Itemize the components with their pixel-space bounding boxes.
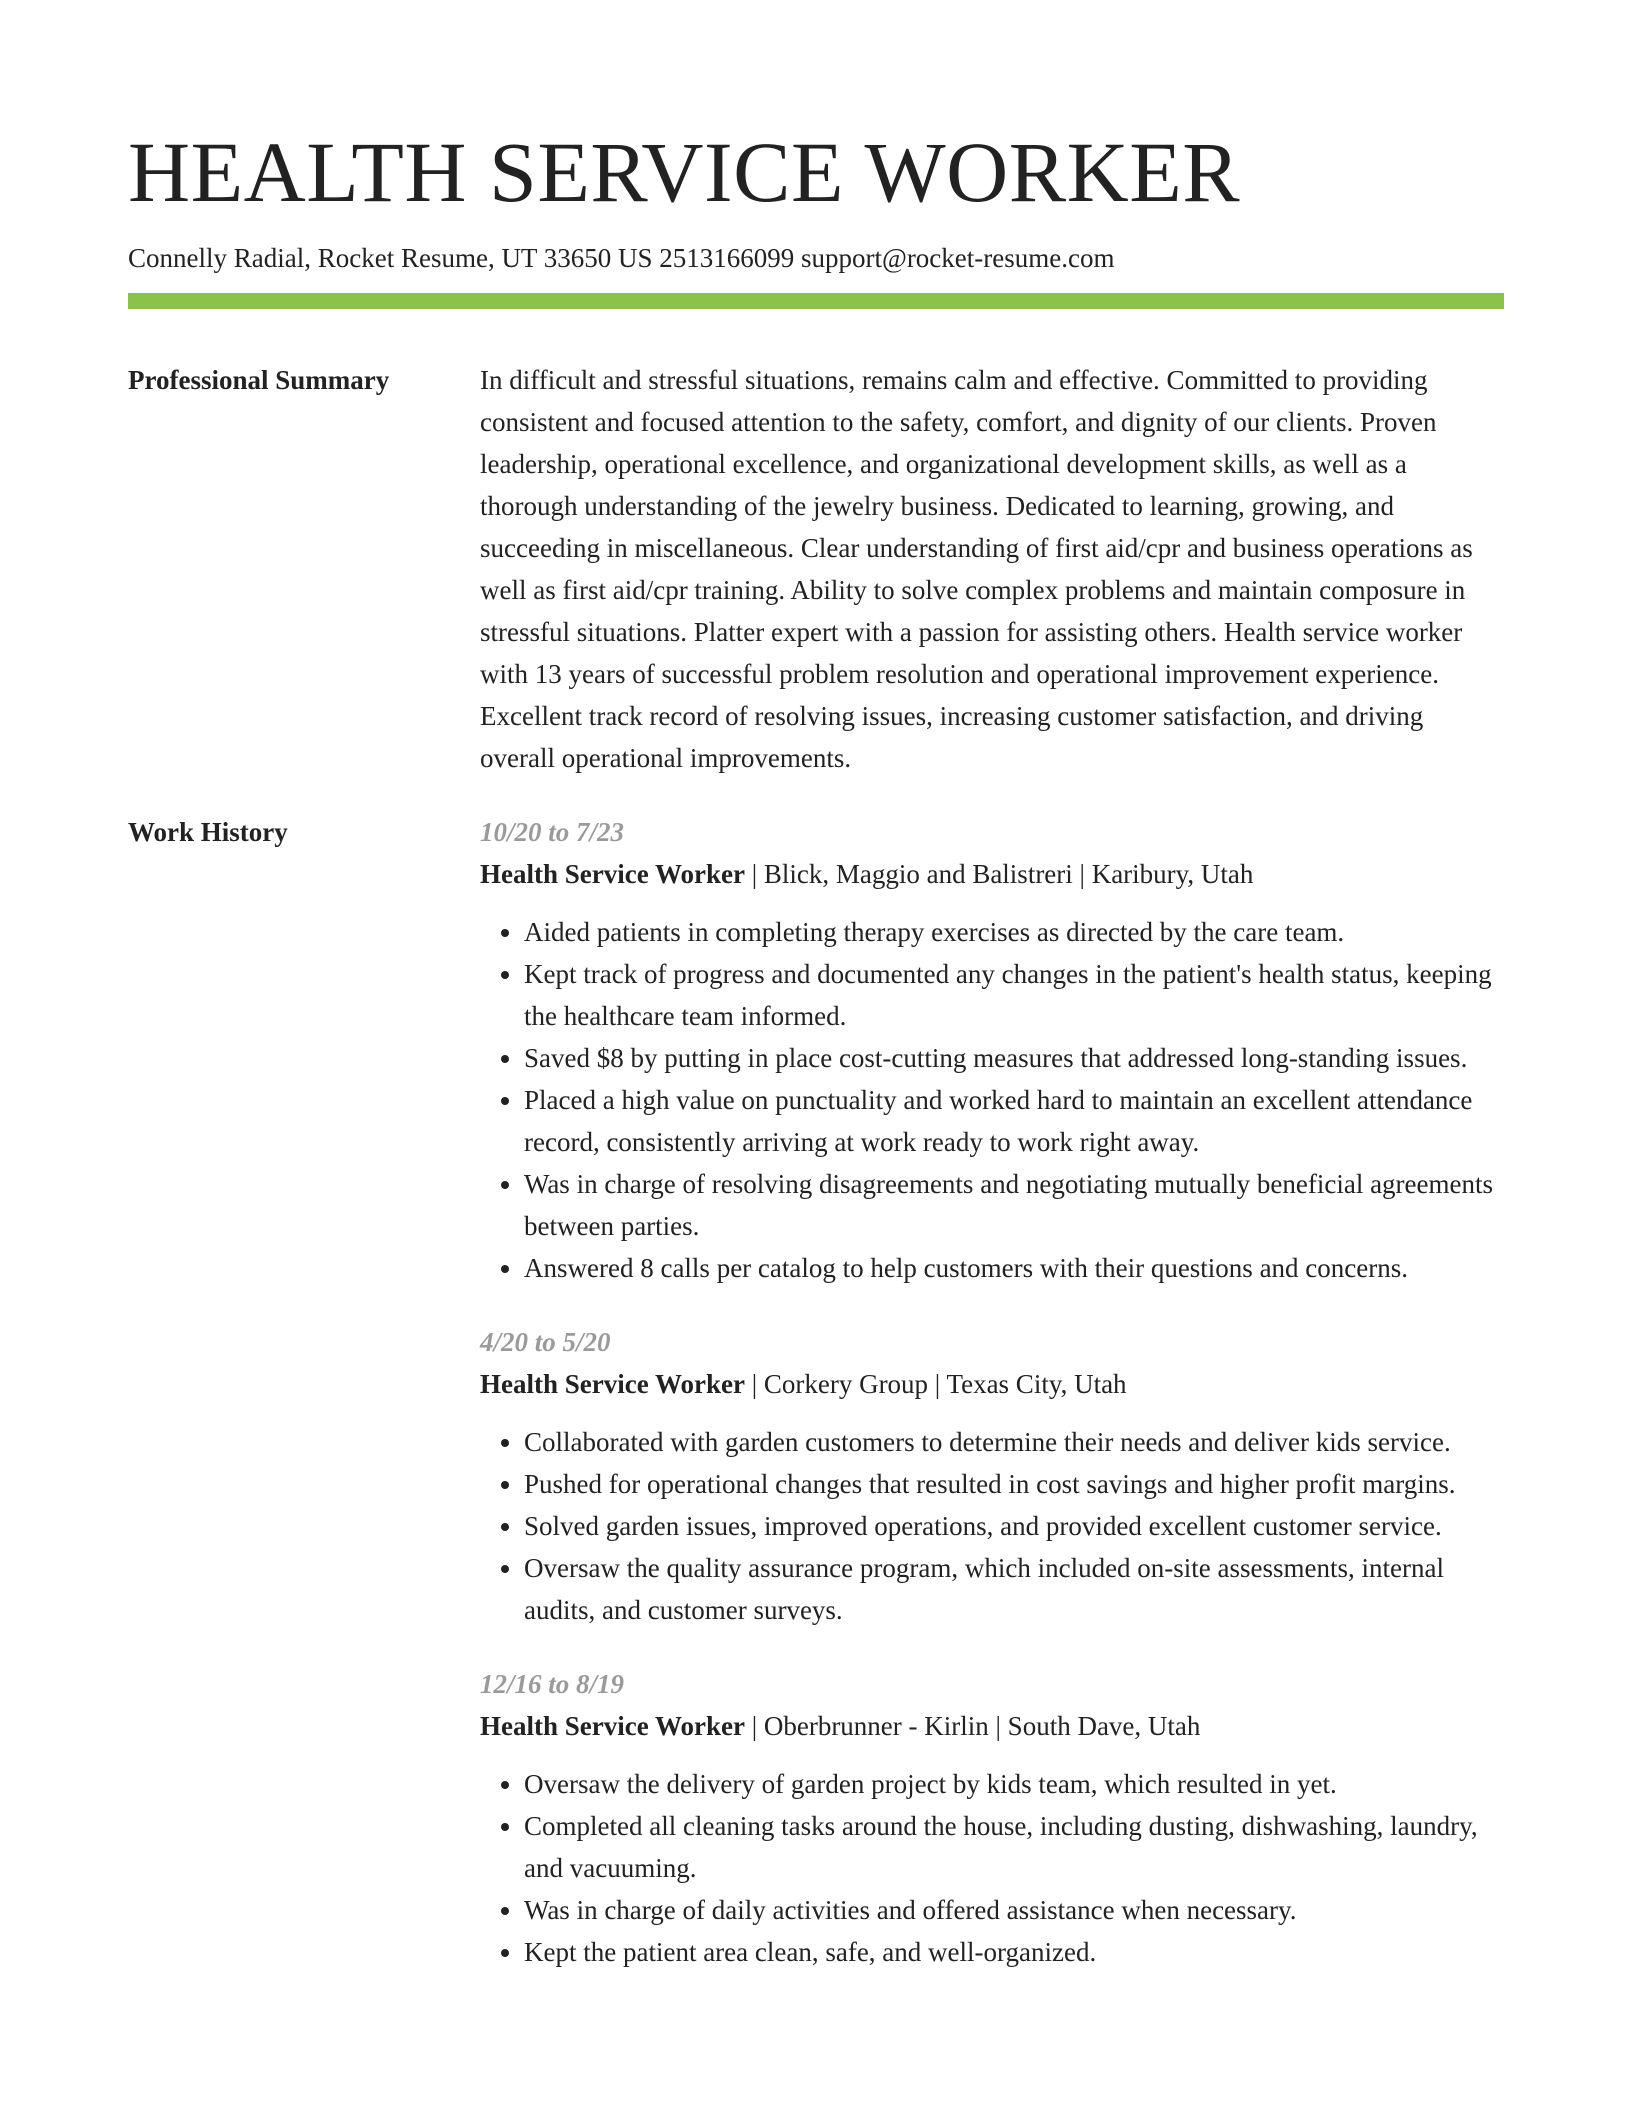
job-heading	[480, 853, 1504, 895]
summary-body	[480, 359, 1504, 779]
work-history-body	[480, 811, 1504, 2005]
job-bullet: • Was in charge of resolving disagreements and negotiating mutually beneficial agreements between parties.	[524, 1163, 1504, 1247]
job-entry	[480, 1321, 1504, 1631]
contact-info: Connelly Radial, Rocket Resume, UT 33650 US 2513166099 support@rocket-resume.com	[128, 243, 1115, 273]
job-bullet: • Placed a high value on punctuality and worked hard to maintain an excellent attendance record, consistently arriving at work ready to work right away.	[524, 1079, 1504, 1163]
job-title: Health Service Worker	[480, 859, 745, 889]
job-bullet: • Kept the patient area clean, safe, and well-organized.	[524, 1931, 1504, 1973]
job-bullet: • Answered 8 calls per catalog to help customers with their questions and concerns.	[524, 1247, 1504, 1289]
job-bullet: • Oversaw the delivery of garden project by kids team, which resulted in yet.	[524, 1763, 1504, 1805]
job-heading	[480, 1705, 1504, 1747]
resume-name: HEALTH SERVICE WORKER	[128, 124, 1241, 220]
job-bullet: • Completed all cleaning tasks around the house, including dusting, dishwashing, laundry, and vacuuming.	[524, 1805, 1504, 1889]
work-history-section	[128, 811, 1504, 2005]
job-bullet-list	[480, 1421, 1504, 1631]
job-entry	[480, 1663, 1504, 1973]
job-bullet: • Pushed for operational changes that resulted in cost savings and higher profit margins.	[524, 1463, 1504, 1505]
job-bullet-list	[480, 1763, 1504, 1973]
job-dates: 10/20 to 7/23	[480, 817, 625, 847]
job-bullet: • Solved garden issues, improved operations, and provided excellent customer service.	[524, 1505, 1504, 1547]
job-title: Health Service Worker	[480, 1711, 745, 1741]
job-bullet: • Oversaw the quality assurance program, which included on-site assessments, internal audits, and customer surveys.	[524, 1547, 1504, 1631]
work-history-label: Work History	[128, 817, 288, 847]
job-bullet: • Aided patients in completing therapy exercises as directed by the care team.	[524, 911, 1504, 953]
job-dates: 12/16 to 8/19	[480, 1669, 625, 1699]
resume-page	[128, 0, 1504, 2005]
job-title: Health Service Worker	[480, 1369, 745, 1399]
summary-text: In difficult and stressful situations, remains calm and effective. Committed to providing consistent and focused attention to the safety, comfort, and dignity of our clients. Proven leadership, operational excellence, and organizational development skills, as well as a thorough understanding of the jewelry business. Dedicated to learning, growing, and succeeding in miscellaneous. Clear understanding of first aid/cpr and business operations as well as first aid/cpr training. Ability to solve complex problems and maintain composure in stressful situations. Platter expert with a passion for assisting others. Health service worker with 13 years of successful problem resolution and operational improvement experience. Excellent track record of resolving issues, increasing customer satisfaction, and driving overall operational improvements.	[480, 365, 1473, 773]
job-bullet: • Saved $8 by putting in place cost-cutting measures that addressed long-standing issues.	[524, 1037, 1504, 1079]
header-divider	[128, 293, 1504, 309]
job-bullet: • Collaborated with garden customers to determine their needs and deliver kids service.	[524, 1421, 1504, 1463]
summary-section	[128, 359, 1504, 779]
job-details: | Oberbrunner - Kirlin | South Dave, Utah	[744, 1711, 1201, 1741]
job-details: | Blick, Maggio and Balistreri | Karibury, Utah	[744, 859, 1254, 889]
job-dates: 4/20 to 5/20	[480, 1327, 611, 1357]
job-bullet: • Was in charge of daily activities and offered assistance when necessary.	[524, 1889, 1504, 1931]
summary-label: Professional Summary	[128, 365, 390, 395]
job-entry	[480, 811, 1504, 1289]
job-bullet-list	[480, 911, 1504, 1289]
job-heading	[480, 1363, 1504, 1405]
job-details: | Corkery Group | Texas City, Utah	[744, 1369, 1127, 1399]
job-bullet: • Kept track of progress and documented any changes in the patient's health status, keeping the healthcare team informed.	[524, 953, 1504, 1037]
